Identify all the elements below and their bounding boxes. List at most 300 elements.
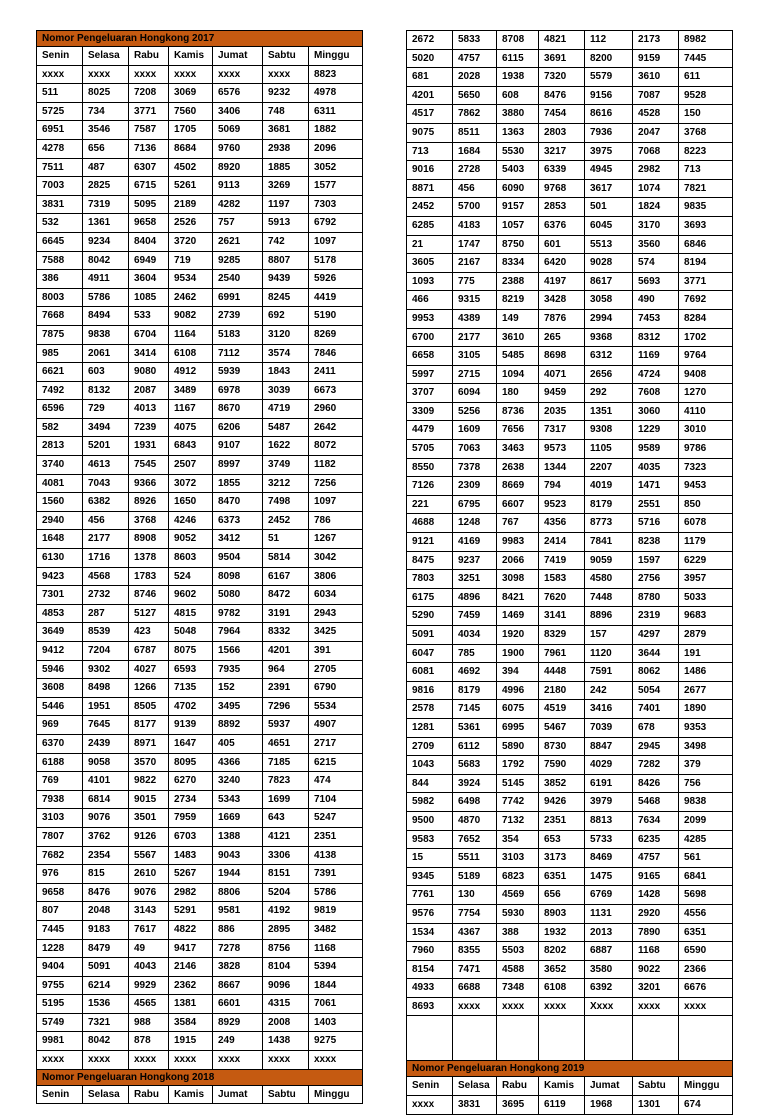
number-cell: 4027 xyxy=(129,660,169,679)
number-cell: 7964 xyxy=(213,623,263,642)
number-cell: 2351 xyxy=(309,827,363,846)
number-cell: 1301 xyxy=(633,1096,679,1115)
number-cell: 7823 xyxy=(263,772,309,791)
number-cell: 4192 xyxy=(263,902,309,921)
number-cell: 3052 xyxy=(309,158,363,177)
number-cell: 7591 xyxy=(585,663,633,682)
number-cell: 9237 xyxy=(453,551,497,570)
number-cell: 1890 xyxy=(679,700,733,719)
number-cell: 5833 xyxy=(453,31,497,50)
number-cell: 8151 xyxy=(263,865,309,884)
number-cell: 4978 xyxy=(309,84,363,103)
number-cell: 5195 xyxy=(37,995,83,1014)
number-cell: 4996 xyxy=(497,681,539,700)
table-row xyxy=(407,105,733,124)
number-cell: 3042 xyxy=(309,549,363,568)
number-cell: 1747 xyxy=(453,235,497,254)
number-cell: 1932 xyxy=(539,923,585,942)
number-cell: 9417 xyxy=(169,939,213,958)
number-cell: 2173 xyxy=(633,31,679,50)
table-row xyxy=(37,809,363,828)
number-cell: 9076 xyxy=(129,883,169,902)
number-cell: 1968 xyxy=(585,1096,633,1115)
table-title: Nomor Pengeluaran Hongkong 2017 xyxy=(37,31,363,47)
number-cell: 5178 xyxy=(309,251,363,270)
empty-cell xyxy=(633,1016,679,1061)
number-cell: 4502 xyxy=(169,158,213,177)
table-row xyxy=(37,958,363,977)
number-cell: 756 xyxy=(679,774,733,793)
number-cell: xxxx xyxy=(213,65,263,84)
number-cell: 3463 xyxy=(497,440,539,459)
table-row xyxy=(37,102,363,121)
number-cell: 6887 xyxy=(585,942,633,961)
table-row xyxy=(407,1096,733,1115)
number-cell: 8479 xyxy=(83,939,129,958)
number-cell: 5926 xyxy=(309,270,363,289)
number-cell: 5267 xyxy=(169,865,213,884)
table-row xyxy=(407,570,733,589)
table-row xyxy=(37,623,363,642)
number-cell: 6081 xyxy=(407,663,453,682)
number-cell: 6700 xyxy=(407,328,453,347)
number-cell: 6094 xyxy=(453,384,497,403)
number-cell: 5190 xyxy=(309,307,363,326)
table-row xyxy=(37,586,363,605)
number-cell: 656 xyxy=(83,139,129,158)
number-cell: 5725 xyxy=(37,102,83,121)
number-cell: 6392 xyxy=(585,979,633,998)
table-row xyxy=(407,235,733,254)
number-cell: 21 xyxy=(407,235,453,254)
number-cell: 3681 xyxy=(263,121,309,140)
number-cell: 3309 xyxy=(407,402,453,421)
number-cell: 1164 xyxy=(169,325,213,344)
number-cell: 5204 xyxy=(263,883,309,902)
number-cell: 4479 xyxy=(407,421,453,440)
number-cell: 6645 xyxy=(37,232,83,251)
number-cell: 4724 xyxy=(633,365,679,384)
number-cell: 1266 xyxy=(129,679,169,698)
number-cell: 3141 xyxy=(539,607,585,626)
table-row xyxy=(37,474,363,493)
number-cell: 2853 xyxy=(539,198,585,217)
number-cell: 2715 xyxy=(453,365,497,384)
number-cell: 3852 xyxy=(539,774,585,793)
number-cell: 8200 xyxy=(585,49,633,68)
number-cell: 379 xyxy=(679,756,733,775)
number-cell: 9602 xyxy=(169,586,213,605)
number-cell: 5814 xyxy=(263,549,309,568)
table-row xyxy=(37,177,363,196)
table-title: Nomor Pengeluaran Hongkong 2018 xyxy=(37,1069,363,1085)
table-row xyxy=(37,344,363,363)
number-cell: 9052 xyxy=(169,530,213,549)
number-cell: 1094 xyxy=(497,365,539,384)
table-title: Nomor Pengeluaran Hongkong 2019 xyxy=(407,1061,733,1077)
number-cell: 734 xyxy=(83,102,129,121)
number-cell: 7960 xyxy=(407,942,453,961)
number-cell: 3740 xyxy=(37,456,83,475)
number-cell: 8669 xyxy=(497,477,539,496)
table-row xyxy=(37,288,363,307)
number-cell: 3693 xyxy=(679,216,733,235)
number-cell: 4043 xyxy=(129,958,169,977)
number-cell: 423 xyxy=(129,623,169,642)
number-cell: 2895 xyxy=(263,920,309,939)
number-cell: 2008 xyxy=(263,1013,309,1032)
number-cell: 2803 xyxy=(539,123,585,142)
number-cell: 3170 xyxy=(633,216,679,235)
number-cell: 533 xyxy=(129,307,169,326)
number-cell: 9755 xyxy=(37,976,83,995)
number-cell: 3771 xyxy=(679,272,733,291)
number-cell: 4278 xyxy=(37,139,83,158)
number-cell: 1381 xyxy=(169,995,213,1014)
number-cell: xxxx xyxy=(263,65,309,84)
number-cell: 9658 xyxy=(129,214,169,233)
table-row xyxy=(407,551,733,570)
number-cell: 9523 xyxy=(539,495,585,514)
number-cell: 8355 xyxy=(453,942,497,961)
number-cell: 7959 xyxy=(169,809,213,828)
column-header: Minggu xyxy=(309,1085,363,1104)
number-cell: 4565 xyxy=(129,995,169,1014)
number-cell: 5095 xyxy=(129,195,169,214)
number-cell: 2677 xyxy=(679,681,733,700)
number-cell: 8684 xyxy=(169,139,213,158)
number-cell: 6949 xyxy=(129,251,169,270)
column-header: Minggu xyxy=(309,47,363,66)
number-cell: 2825 xyxy=(83,177,129,196)
number-cell: 5530 xyxy=(497,142,539,161)
number-cell: 3414 xyxy=(129,344,169,363)
table-row xyxy=(37,270,363,289)
number-cell: 6112 xyxy=(453,737,497,756)
number-cell: 3570 xyxy=(129,753,169,772)
number-cell: 8929 xyxy=(213,1013,263,1032)
number-cell: 9082 xyxy=(169,307,213,326)
number-cell: 7938 xyxy=(37,790,83,809)
number-cell: 5394 xyxy=(309,958,363,977)
number-cell: 8617 xyxy=(585,272,633,291)
number-cell: 5786 xyxy=(83,288,129,307)
number-cell: 5890 xyxy=(497,737,539,756)
number-cell: 5982 xyxy=(407,793,453,812)
number-cell: 1647 xyxy=(169,734,213,753)
number-cell: 3098 xyxy=(497,570,539,589)
number-cell: xxxx xyxy=(83,65,129,84)
column-header: Rabu xyxy=(129,1085,169,1104)
number-cell: 6688 xyxy=(453,979,497,998)
number-cell: 7112 xyxy=(213,344,263,363)
number-cell: 3191 xyxy=(263,604,309,623)
table-row xyxy=(37,1051,363,1070)
number-cell: 7754 xyxy=(453,904,497,923)
number-cell: 5511 xyxy=(453,849,497,868)
number-cell: 1915 xyxy=(169,1032,213,1051)
number-cell: 4121 xyxy=(263,827,309,846)
number-cell: 2982 xyxy=(633,161,679,180)
number-cell: xxxx xyxy=(407,1096,453,1115)
number-cell: 713 xyxy=(407,142,453,161)
number-cell: 976 xyxy=(37,865,83,884)
table-row xyxy=(407,86,733,105)
table-row xyxy=(407,849,733,868)
number-cell: 3501 xyxy=(129,809,169,828)
number-cell: 5700 xyxy=(453,198,497,217)
number-cell: 3605 xyxy=(407,254,453,273)
number-cell: 785 xyxy=(453,644,497,663)
number-cell: 487 xyxy=(83,158,129,177)
number-cell: 1843 xyxy=(263,363,309,382)
number-cell: 3604 xyxy=(129,270,169,289)
number-cell: 6590 xyxy=(679,942,733,961)
number-cell: xxxx xyxy=(169,1051,213,1070)
number-cell: 5091 xyxy=(407,626,453,645)
number-cell: 5650 xyxy=(453,86,497,105)
number-cell: 1363 xyxy=(497,123,539,142)
number-cell: 8202 xyxy=(539,942,585,961)
number-cell: 1270 xyxy=(679,384,733,403)
number-cell: 2180 xyxy=(539,681,585,700)
number-cell: 8179 xyxy=(453,681,497,700)
table-row xyxy=(37,65,363,84)
number-cell: 8693 xyxy=(407,997,453,1016)
number-cell: 4034 xyxy=(453,626,497,645)
number-cell: 6991 xyxy=(213,288,263,307)
table-row xyxy=(407,756,733,775)
number-cell: 4013 xyxy=(129,400,169,419)
number-cell: 9366 xyxy=(129,474,169,493)
number-cell: 7068 xyxy=(633,142,679,161)
number-cell: 8780 xyxy=(633,588,679,607)
number-cell: 1938 xyxy=(497,68,539,87)
number-cell: 2096 xyxy=(309,139,363,158)
number-cell: 5946 xyxy=(37,660,83,679)
table-row xyxy=(407,644,733,663)
number-cell: 1403 xyxy=(309,1013,363,1032)
number-cell: 388 xyxy=(497,923,539,942)
number-cell: 3269 xyxy=(263,177,309,196)
number-cell: 9764 xyxy=(679,347,733,366)
number-cell: 5705 xyxy=(407,440,453,459)
number-cell: 3240 xyxy=(213,772,263,791)
number-cell: 6130 xyxy=(37,549,83,568)
number-cell: 4448 xyxy=(539,663,585,682)
number-cell: 8104 xyxy=(263,958,309,977)
number-cell: 878 xyxy=(129,1032,169,1051)
number-cell: 2920 xyxy=(633,904,679,923)
number-cell: 354 xyxy=(497,830,539,849)
number-cell: 9345 xyxy=(407,867,453,886)
number-cell: 2388 xyxy=(497,272,539,291)
number-cell: 5020 xyxy=(407,49,453,68)
number-cell: 9583 xyxy=(407,830,453,849)
number-cell: 8472 xyxy=(263,586,309,605)
number-cell: 7459 xyxy=(453,607,497,626)
number-cell: 7453 xyxy=(633,309,679,328)
number-cell: 4315 xyxy=(263,995,309,1014)
number-cell: 9504 xyxy=(213,549,263,568)
number-cell: 6601 xyxy=(213,995,263,1014)
table-row xyxy=(407,198,733,217)
number-cell: 5913 xyxy=(263,214,309,233)
number-cell: 7391 xyxy=(309,865,363,884)
number-cell: 2705 xyxy=(309,660,363,679)
number-cell: 8025 xyxy=(83,84,129,103)
number-cell: 1534 xyxy=(407,923,453,942)
number-cell: 1855 xyxy=(213,474,263,493)
number-cell: 3691 xyxy=(539,49,585,68)
table-row xyxy=(407,123,733,142)
number-cell: 2672 xyxy=(407,31,453,50)
number-cell: 7935 xyxy=(213,660,263,679)
number-cell: 7104 xyxy=(309,790,363,809)
table-row xyxy=(407,179,733,198)
number-cell: 7282 xyxy=(633,756,679,775)
table-row xyxy=(37,920,363,939)
header-row xyxy=(407,1077,733,1096)
number-cell: 1577 xyxy=(309,177,363,196)
table-row xyxy=(37,939,363,958)
number-cell: 988 xyxy=(129,1013,169,1032)
number-cell: 7136 xyxy=(129,139,169,158)
table-row xyxy=(407,533,733,552)
number-cell: 9302 xyxy=(83,660,129,679)
number-cell: 1428 xyxy=(633,886,679,905)
number-cell: 1351 xyxy=(585,402,633,421)
number-cell: 4101 xyxy=(83,772,129,791)
number-cell: 1344 xyxy=(539,458,585,477)
number-cell: 9121 xyxy=(407,533,453,552)
number-cell: 2189 xyxy=(169,195,213,214)
number-cell: 681 xyxy=(407,68,453,87)
number-cell: 4517 xyxy=(407,105,453,124)
number-cell: 4169 xyxy=(453,533,497,552)
number-cell: 9353 xyxy=(679,718,733,737)
number-cell: 6167 xyxy=(263,567,309,586)
number-cell: 3039 xyxy=(263,381,309,400)
table-row xyxy=(407,68,733,87)
number-cell: 815 xyxy=(83,865,129,884)
number-cell: 2452 xyxy=(263,511,309,530)
number-cell: 1182 xyxy=(309,456,363,475)
number-cell: 6995 xyxy=(497,718,539,737)
results-table-2018-2019 xyxy=(406,30,733,1115)
number-cell: 1169 xyxy=(633,347,679,366)
number-cell: 9589 xyxy=(633,440,679,459)
number-cell: 2756 xyxy=(633,570,679,589)
number-cell: 4389 xyxy=(453,309,497,328)
number-cell: 8756 xyxy=(263,939,309,958)
number-cell: 2943 xyxy=(309,604,363,623)
number-cell: 7620 xyxy=(539,588,585,607)
number-cell: 5468 xyxy=(633,793,679,812)
number-cell: 1920 xyxy=(497,626,539,645)
number-cell: 9981 xyxy=(37,1032,83,1051)
table-row xyxy=(407,960,733,979)
number-cell: 9760 xyxy=(213,139,263,158)
number-cell: 1716 xyxy=(83,549,129,568)
number-cell: 7296 xyxy=(263,697,309,716)
number-cell: 5683 xyxy=(453,756,497,775)
number-cell: 9080 xyxy=(129,363,169,382)
number-cell: 1043 xyxy=(407,756,453,775)
number-cell: 6351 xyxy=(679,923,733,942)
number-cell: 4692 xyxy=(453,663,497,682)
number-cell: 456 xyxy=(453,179,497,198)
number-cell: 807 xyxy=(37,902,83,921)
number-cell: 1566 xyxy=(213,642,263,661)
number-cell: xxxx xyxy=(169,65,213,84)
number-cell: 2739 xyxy=(213,307,263,326)
number-cell: 7545 xyxy=(129,456,169,475)
number-cell: xxxx xyxy=(83,1051,129,1070)
table-row xyxy=(37,604,363,623)
empty-cell xyxy=(407,1016,453,1061)
number-cell: 2656 xyxy=(585,365,633,384)
number-cell: 4035 xyxy=(633,458,679,477)
number-cell: 7961 xyxy=(539,644,585,663)
table-row xyxy=(37,995,363,1014)
table-row xyxy=(407,347,733,366)
table-row xyxy=(37,325,363,344)
number-cell: 7445 xyxy=(679,49,733,68)
number-cell: 9315 xyxy=(453,291,497,310)
number-cell: 9816 xyxy=(407,681,453,700)
number-cell: 8179 xyxy=(585,495,633,514)
number-cell: 7498 xyxy=(263,493,309,512)
number-cell: 6119 xyxy=(539,1096,585,1115)
number-cell: 6814 xyxy=(83,790,129,809)
number-cell: 850 xyxy=(679,495,733,514)
number-cell: 112 xyxy=(585,31,633,50)
number-cell: 1684 xyxy=(453,142,497,161)
number-cell: 3957 xyxy=(679,570,733,589)
number-cell: 5080 xyxy=(213,586,263,605)
number-cell: 8062 xyxy=(633,663,679,682)
number-cell: 8667 xyxy=(213,976,263,995)
table-row xyxy=(407,458,733,477)
table-row xyxy=(407,421,733,440)
number-cell: 4911 xyxy=(83,270,129,289)
number-cell: 7841 xyxy=(585,533,633,552)
number-cell: 6339 xyxy=(539,161,585,180)
number-cell: 9426 xyxy=(539,793,585,812)
number-cell: 6790 xyxy=(309,679,363,698)
title-row-2017 xyxy=(37,31,363,47)
number-cell: 5485 xyxy=(497,347,539,366)
number-cell: 5361 xyxy=(453,718,497,737)
table-row xyxy=(37,158,363,177)
table-row xyxy=(37,790,363,809)
number-cell: 1536 xyxy=(83,995,129,1014)
table-row xyxy=(37,976,363,995)
table-row xyxy=(407,31,733,50)
number-cell: 4907 xyxy=(309,716,363,735)
number-cell: 9683 xyxy=(679,607,733,626)
number-cell: 8806 xyxy=(213,883,263,902)
number-cell: 1093 xyxy=(407,272,453,291)
title-row-2018 xyxy=(37,1069,363,1085)
number-cell: 3652 xyxy=(539,960,585,979)
number-cell: 2709 xyxy=(407,737,453,756)
number-cell: 5939 xyxy=(213,363,263,382)
number-cell: 150 xyxy=(679,105,733,124)
number-cell: 8421 xyxy=(497,588,539,607)
number-cell: 6108 xyxy=(539,979,585,998)
